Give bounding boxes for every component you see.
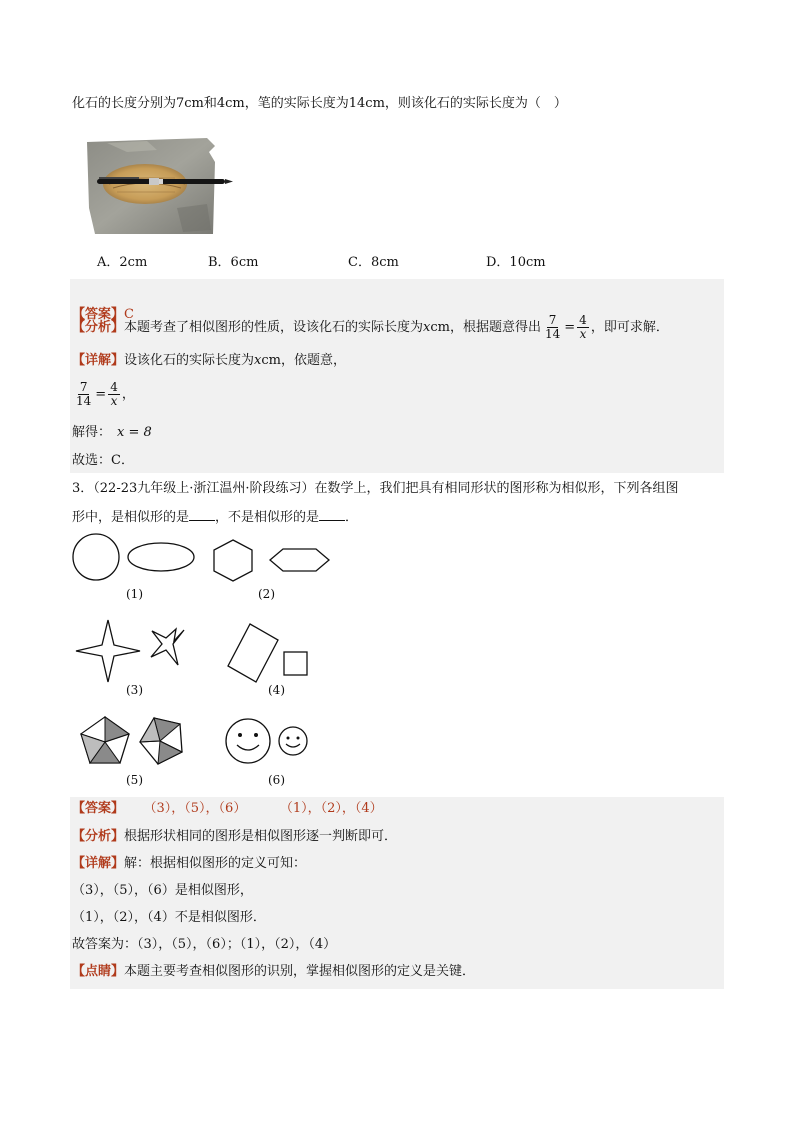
hexagon-figure [210, 538, 256, 584]
large-smiley-figure [224, 717, 274, 767]
q3-comment [72, 963, 475, 981]
q3-analysis [72, 828, 397, 846]
caption-2: (2) [258, 587, 275, 601]
eq-fraction-4-x: $\frac{4}{x}$ [110, 380, 118, 408]
eq-fraction-7-14: $\frac{7}{14}$ [76, 380, 92, 408]
option-a: A．2cm [97, 255, 148, 270]
detail-var: x [254, 353, 262, 368]
pentagon-shaded-figure-2 [136, 716, 186, 766]
q2-equation [72, 380, 135, 410]
q3-answer-b: （1），（2），（4） [286, 801, 383, 816]
detail-text-2: cm，依题意， [261, 353, 346, 368]
caption-5: (5) [126, 773, 143, 787]
eq-tail: ， [121, 387, 135, 402]
small-star-figure [148, 628, 188, 668]
solve-label: 解得： [72, 425, 112, 440]
answer-tag: 【答案】 [72, 307, 125, 322]
q2-solve [72, 424, 152, 442]
q3-stem-line1: 3．（22-23九年级上·浙江温州·阶段练习）在数学上，我们把具有相同形状的图形称为相似形，下列各组图 [72, 481, 679, 496]
option-b: B．6cm [208, 255, 259, 270]
q3-analysis-text: 根据形状相同的图形是相似图形逐一判断即可． [124, 829, 398, 844]
fraction-4-x: $\frac{4}{x}$ [579, 313, 587, 341]
q2-stem: 化石的长度分别为7cm和4cm，笔的实际长度为14cm，则该化石的实际长度为（ ） [72, 96, 567, 111]
analysis-tag: 【分析】 [72, 320, 125, 335]
analysis-text-1: 本题考查了相似图形的性质，设该化石的实际长度为 [124, 320, 424, 335]
q2-choose: 故选：C． [72, 453, 134, 468]
q3-answer-tag: 【答案】 [72, 801, 125, 816]
eq-equals: = [95, 387, 107, 402]
rotated-rectangle-figure [226, 622, 282, 684]
q2-solution-band [70, 279, 724, 473]
q3-final-answer: 故答案为：（3），（5），（6）；（1），（2），（4） [72, 937, 337, 952]
q3-analysis-tag: 【分析】 [72, 829, 125, 844]
q2-analysis [72, 314, 669, 342]
q3-comment-tag: 【点睛】 [72, 964, 125, 979]
ellipse-figure [126, 541, 196, 575]
q3-comment-text: 本题主要考查相似图形的识别，掌握相似图形的定义是关键． [124, 964, 476, 979]
small-smiley-figure [278, 726, 310, 758]
solve-expr: x = 8 [117, 425, 152, 440]
q3-detail [72, 855, 306, 873]
q3-answer [72, 800, 383, 818]
detail-tag: 【详解】 [72, 353, 125, 368]
q3-answer-a: （3），（5），（6） [150, 801, 247, 816]
pentagon-shaded-figure-1 [78, 715, 132, 767]
option-c: C．8cm [348, 255, 399, 270]
caption-1: (1) [126, 587, 143, 601]
analysis-var: x [423, 320, 431, 335]
q3-detail-text: 解：根据相似图形的定义可知： [124, 856, 307, 871]
caption-4: (4) [268, 683, 285, 697]
q3-detail-tag: 【详解】 [72, 856, 125, 871]
fossil-pen-photo [87, 138, 237, 234]
option-d: D．10cm [486, 255, 546, 270]
answer-blank-1 [189, 508, 215, 521]
answer-blank-2 [319, 508, 345, 521]
fraction-7-14: $\frac{7}{14}$ [544, 313, 561, 341]
q3-detail-line3: （1），（2），（4）不是相似图形． [72, 910, 266, 925]
caption-3: (3) [126, 683, 143, 697]
answer-value: C [124, 307, 134, 322]
analysis-text-2: cm，根据题意得出 [430, 320, 541, 335]
square-figure [282, 650, 310, 678]
four-point-star-figure [74, 618, 142, 684]
analysis-text-3: ，即可求解． [590, 320, 669, 335]
q3-detail-line2: （3），（5），（6）是相似图形， [72, 883, 253, 898]
equals-sign: = [564, 320, 576, 335]
detail-text-1: 设该化石的实际长度为 [124, 353, 255, 368]
q3-stem-line2: 形中，是相似形的是 ，不是相似形的是 ． [72, 510, 359, 525]
flat-hexagon-figure [268, 547, 332, 575]
caption-6: (6) [268, 773, 285, 787]
circle-figure [72, 533, 122, 583]
q2-detail [72, 352, 346, 370]
